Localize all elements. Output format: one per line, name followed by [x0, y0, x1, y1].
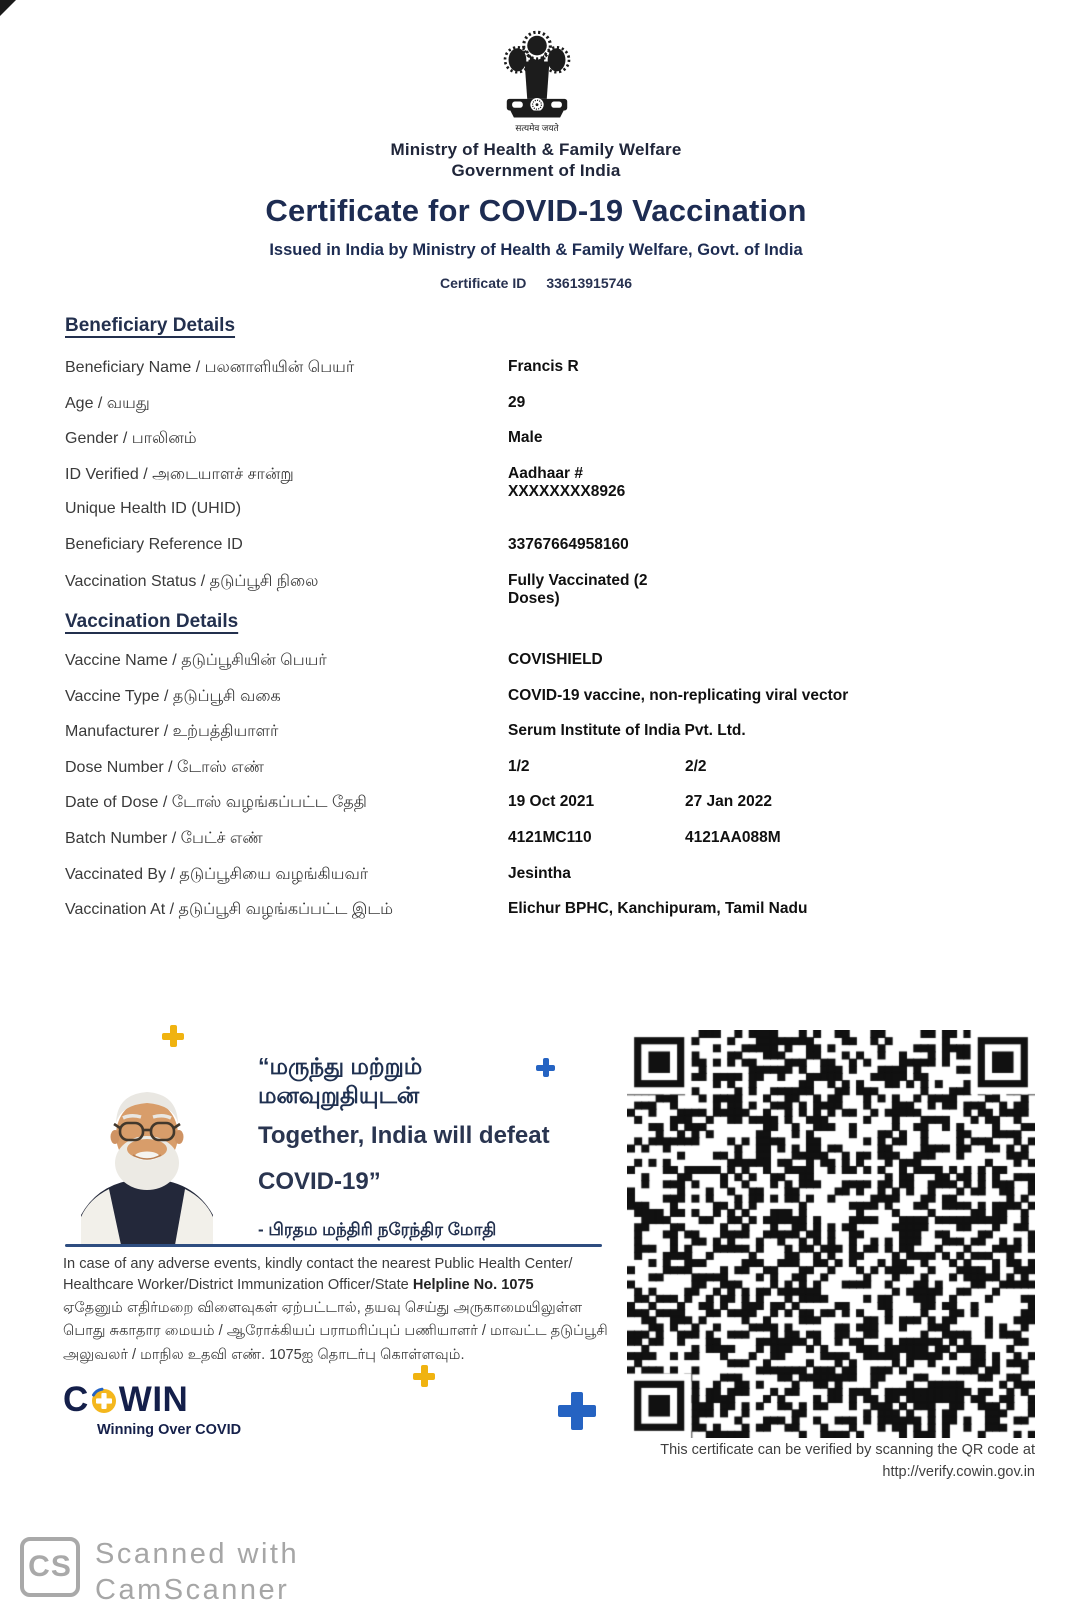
cowin-tagline: Winning Over COVID	[97, 1422, 242, 1438]
watermark-line2: CamScanner	[95, 1574, 290, 1607]
field-value: Male	[508, 429, 543, 447]
table-row	[65, 536, 1025, 572]
table-row	[65, 500, 1025, 536]
campaign-quote	[258, 1052, 588, 1242]
emblem-motto: सत्यमेव जयते	[515, 122, 559, 133]
field-label: Vaccine Name / தடுப்பூசியின் பெயர்	[65, 652, 327, 669]
field-label: Age / வயது	[65, 394, 150, 412]
field-value: COVISHIELD	[508, 651, 603, 668]
quote-english-line2: COVID-19”	[258, 1167, 381, 1195]
page-subtitle: Issued in India by Ministry of Health & Family Welfare, Govt. of India	[269, 241, 803, 259]
vaccination-details-heading: Vaccination Details	[65, 611, 239, 632]
field-value: Fully Vaccinated (2 Doses)	[508, 571, 648, 607]
field-value: Aadhaar # XXXXXXXX8926	[508, 464, 626, 500]
field-label: Manufacturer / உற்பத்தியாளர்	[65, 723, 279, 741]
plus-mark-icon	[413, 1365, 435, 1387]
field-label: ID Verified / அடையாளச் சான்று	[65, 465, 294, 483]
certificate-id-value: 33613915746	[546, 275, 632, 291]
verify-line1: This certificate can be verified by scanning the QR code at	[660, 1442, 1035, 1458]
field-value: COVID-19 vaccine, non-replicating viral vector	[508, 686, 849, 704]
field-label: Beneficiary Reference ID	[65, 535, 243, 553]
table-row	[65, 865, 1025, 901]
field-value: 29	[508, 393, 526, 411]
vaccination-details-table	[65, 651, 1025, 936]
field-value-2: 4121AA088M	[685, 828, 781, 846]
cowin-plus-circle-icon	[90, 1387, 118, 1415]
table-row	[65, 429, 1025, 465]
field-label: Date of Dose / டோஸ் வழங்கப்பட்ட தேதி	[65, 794, 367, 812]
field-value: 4121MC110	[508, 828, 592, 846]
plus-mark-icon	[558, 1392, 596, 1430]
cowin-letters-win: WIN	[118, 1380, 189, 1419]
quote-english-line1: Together, India will defeat	[258, 1121, 550, 1149]
verify-line2: http://verify.cowin.gov.in	[882, 1463, 1035, 1480]
field-value-2: 27 Jan 2022	[685, 793, 773, 811]
notice-en-text: In case of any adverse events, kindly contact the nearest Public Health Center/ Healthcare Worker/District Immunization Officer/State	[63, 1256, 573, 1294]
adverse-events-notice-en	[63, 1254, 611, 1296]
ministry-line1: Ministry of Health & Family Welfare	[390, 140, 682, 159]
table-row	[65, 793, 1025, 829]
beneficiary-details-table	[65, 358, 1025, 607]
adverse-events-notice-ta: ஏதேனும் எதிர்மறை விளைவுகள் ஏற்பட்டால், தயவு செய்து அருகாமையிலுள்ள பொது சுகாதார மையம் / ஆரோக்கியப் பராமரிப்புப் பணியாளர் / மாவட்ட தடுப்பூசி அலுவலர் / மாநில உதவி எண். 1075ஐ தொடர்பு கொள்ளவும்.	[63, 1300, 608, 1363]
table-row	[65, 358, 1025, 394]
table-row	[65, 651, 1025, 687]
plus-mark-icon	[162, 1025, 184, 1047]
scan-corner-artifact	[0, 0, 16, 16]
qr-verify-text	[575, 1440, 1035, 1484]
field-value: 19 Oct 2021	[508, 793, 595, 811]
beneficiary-details-heading: Beneficiary Details	[65, 315, 236, 336]
field-value: Serum Institute of India Pvt. Ltd.	[508, 722, 746, 740]
watermark-line1: Scanned with	[95, 1538, 300, 1570]
field-value: Jesintha	[508, 864, 571, 882]
certificate-id-label: Certificate ID	[439, 275, 527, 291]
field-value: Elichur BPHC, Kanchipuram, Tamil Nadu	[508, 900, 808, 918]
field-value: 33767664958160	[508, 535, 629, 553]
field-label: Vaccination At / தடுப்பூசி வழங்கப்பட்ட இடம்	[65, 901, 393, 919]
field-label: Beneficiary Name / பலனாளியின் பெயர்	[65, 359, 355, 376]
table-row	[65, 572, 1025, 608]
camscanner-watermark	[95, 1536, 299, 1609]
field-label: Vaccine Type / தடுப்பூசி வகை	[65, 687, 281, 705]
table-row	[65, 687, 1025, 723]
table-row	[65, 394, 1025, 430]
quote-tamil-line2: மனவுறுதியுடன்	[258, 1081, 420, 1108]
certificate-id-line	[0, 275, 1072, 291]
helpline-number: Helpline No. 1075	[412, 1277, 534, 1294]
field-label: Batch Number / பேட்ச் எண்	[65, 829, 263, 847]
field-value-2: 2/2	[685, 757, 707, 775]
field-value: Francis R	[508, 358, 579, 375]
quote-attribution: - பிரதம மந்திரி நரேந்திர மோதி	[258, 1219, 497, 1239]
field-label: Unique Health ID (UHID)	[65, 500, 242, 518]
field-label: Dose Number / டோஸ் எண்	[65, 758, 264, 776]
camscanner-badge-text: CS	[28, 1550, 72, 1583]
pm-modi-photo	[63, 1063, 231, 1250]
camscanner-badge-icon	[20, 1537, 80, 1597]
india-state-emblem-icon	[497, 26, 577, 143]
table-row	[65, 465, 1025, 501]
quote-tamil-line1: “மருந்து மற்றும்	[258, 1053, 423, 1079]
cowin-logo	[63, 1380, 188, 1420]
table-row	[65, 722, 1025, 758]
field-label: Vaccination Status / தடுப்பூசி நிலை	[65, 572, 319, 590]
field-label: Vaccinated By / தடுப்பூசியை வழங்கியவர்	[65, 865, 369, 883]
table-row	[65, 758, 1025, 794]
page-title: Certificate for COVID-19 Vaccination	[265, 193, 807, 228]
field-label: Gender / பாலினம்	[65, 430, 197, 448]
field-value: 1/2	[508, 757, 530, 775]
table-row	[65, 900, 1025, 936]
qr-code	[627, 1030, 1035, 1438]
ministry-line2: Government of India	[451, 161, 621, 180]
table-row	[65, 829, 1025, 865]
divider	[65, 1244, 602, 1247]
cowin-letter-c: C	[63, 1380, 89, 1419]
